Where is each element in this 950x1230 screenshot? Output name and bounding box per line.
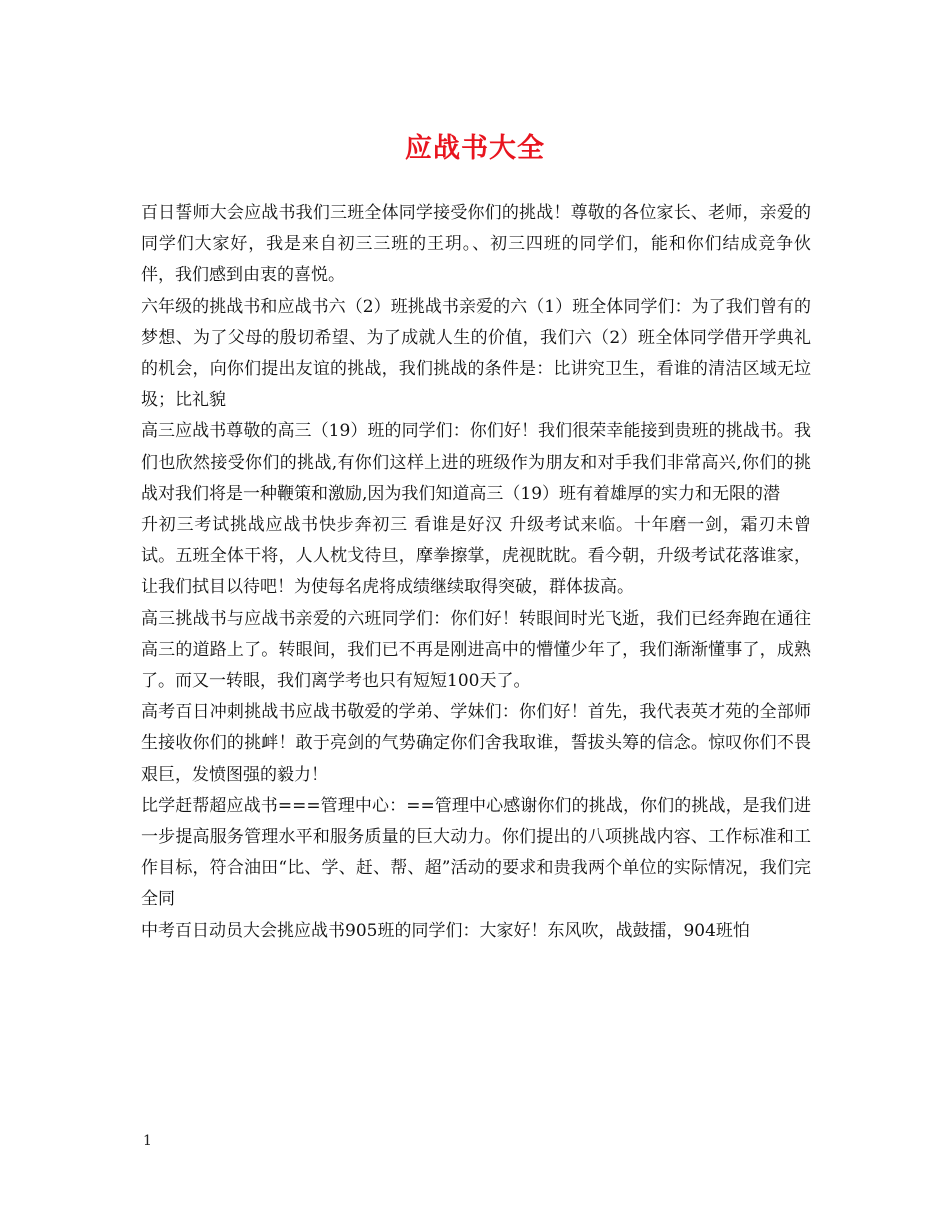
paragraph: 百日誓师大会应战书我们三班全体同学接受你们的挑战！尊敬的各位家长、老师，亲爱的同学们大家好，我是来自初三三班的王玥。、初三四班的同学们，能和你们结成竞争伙伴，我们感到由衷的喜悦。: [141, 203, 811, 286]
paragraph: 中考百日动员大会挑应战书905班的同学们：大家好！东风吹，战鼓擂，904班怕: [141, 920, 750, 941]
paragraph: 升初三考试挑战应战书快步奔初三 看谁是好汉 升级考试来临。十年磨一剑，霜刃未曾试。五班全体干将，人人枕戈待旦，摩拳擦掌，虎视眈眈。看今朝，升级考试花落谁家，让我们拭目以待吧！为使每名虎将成绩继续取得突破，群体拔高。: [141, 515, 811, 598]
document-title: 应战书大全: [405, 133, 545, 164]
paragraph: 六年级的挑战书和应战书六（2）班挑战书亲爱的六（1）班全体同学们：为了我们曾有的梦想、为了父母的殷切希望、为了成就人生的价值，我们六（2）班全体同学借开学典礼的机会，向你们提出友谊的挑战，我们挑战的条件是：比讲究卫生，看谁的清洁区域无垃圾；比礼貌: [141, 296, 811, 411]
paragraph: 高三应战书尊敬的高三（19）班的同学们：你们好！我们很荣幸能接到贵班的挑战书。我们也欣然接受你们的挑战,有你们这样上进的班级作为朋友和对手我们非常高兴,你们的挑战对我们将是一种鞭策和激励,因为我们知道高三（19）班有着雄厚的实力和无限的潜: [141, 421, 811, 504]
document-body: [141, 198, 811, 947]
paragraph: 高考百日冲刺挑战书应战书敬爱的学弟、学妹们：你们好！首先，我代表英才苑的全部师生接收你们的挑衅！敢于亮剑的气势确定你们舍我取谁，誓拔头筹的信念。惊叹你们不畏艰巨，发愤图强的毅力！: [141, 702, 811, 785]
page-number: 1: [143, 1133, 152, 1149]
paragraph: 比学赶帮超应战书===管理中心：==管理中心感谢你们的挑战，你们的挑战，是我们进一步提高服务管理水平和服务质量的巨大动力。你们提出的八项挑战内容、工作标准和工作目标，符合油田“比、学、赶、帮、超”活动的要求和贵我两个单位的实际情况，我们完全同: [141, 795, 811, 910]
paragraph: 高三挑战书与应战书亲爱的六班同学们：你们好！转眼间时光飞逝，我们已经奔跑在通往高三的道路上了。转眼间，我们已不再是刚进高中的懵懂少年了，我们渐渐懂事了，成熟了。而又一转眼，我们离学考也只有短短100天了。: [141, 608, 811, 692]
